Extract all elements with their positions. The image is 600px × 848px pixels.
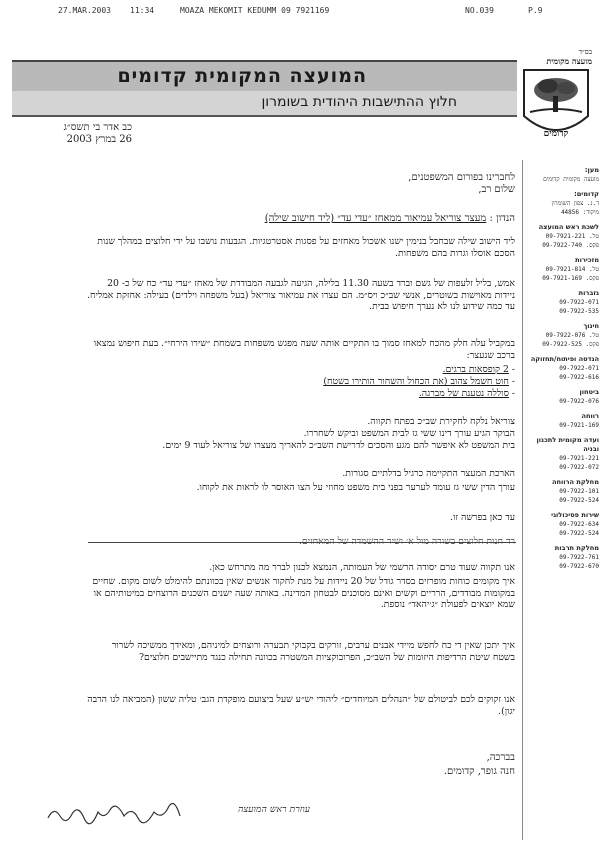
sidebar-section-label: הנדסה ופיתוח/תחזוקה <box>530 355 599 363</box>
date-hebrew: כב אדר בי תשס״ג <box>63 122 132 133</box>
greeting-line: שלום רב, <box>478 184 515 195</box>
logo-blessing: בס״ד <box>578 48 592 56</box>
logo-town: קדומים <box>543 129 569 139</box>
sidebar-contact-line: 09-7922-616 <box>559 374 599 381</box>
sidebar-contact-line: 09-7921-221 <box>559 455 599 462</box>
sidebar-contact-line: טל. 09-7922-076 <box>545 332 599 339</box>
list-item: - סוללה נטענת של מברגה. <box>418 388 515 399</box>
sidebar-section-label: מחלקת תרבות <box>554 544 599 552</box>
paragraph-interrogation: צוריאל נלקח לחקירת שב״כ בפתח תקווה. <box>367 416 515 427</box>
paragraph-closed-doors: הארכת המעצר התקיימה כרגיל בדלתיים סגורות. <box>342 468 515 479</box>
date-gregorian: 26 במרץ 2003 <box>66 134 132 145</box>
addressee-line: לחברינו בפורום המשפטנים, <box>408 172 515 183</box>
fax-page: P.9 <box>528 6 543 15</box>
sidebar-contact-line: 09-7921-169 <box>559 422 599 429</box>
sidebar-section-label: מחלקת הרווחה <box>551 478 599 486</box>
sidebar-section-label: מען: <box>584 166 599 174</box>
sidebar-contact-line: פקס. 09-7922-525 <box>542 341 599 348</box>
sidebar-contact-line: מועצה מקומית קדומים <box>543 176 599 183</box>
sidebar-contact-line: 09-7922-524 <box>559 530 599 537</box>
sidebar-section-label: גזברות <box>578 289 599 297</box>
fax-date: 27.MAR.2003 <box>58 6 111 15</box>
sidebar-contact-line: 09-7922-535 <box>559 308 599 315</box>
fax-number: NO.039 <box>465 6 494 15</box>
paragraph-so-far: עד כאן בפרשה זו. <box>450 512 515 523</box>
contact-sidebar <box>522 160 599 840</box>
sidebar-section-label: מזכירות <box>575 256 599 264</box>
paragraph-intro: ליד הישוב שילה שבחבל בנימין ישנו אשכול מאחזים על פסגות אסטרטגיות. הגבעות נושבו על ידי חלוצים במהלך שנות הסכם אוסלו וגרות בהם משפחות. <box>97 236 515 259</box>
paragraph-appeal: עורך הדין ששי גז עומד לערער בפני בית משפט מחוזי על הצו האוסר לו לראות את לקוחו. <box>196 482 515 493</box>
closing-name: חנה גופר, קדומים. <box>443 766 515 777</box>
sidebar-contact-line: טל. 09-7921-814 <box>545 266 599 273</box>
fax-sender: MOAZA MEKOMIT KEDUMM 09 7921169 <box>180 6 330 15</box>
sidebar-contact-line: 09-7922-761 <box>559 554 599 561</box>
addressee <box>300 172 515 196</box>
sidebar-contact-line: מיקוד: 44856 <box>560 209 599 216</box>
paragraph-lawyer: הבוקר הגיע עורך דינו ששי גז לבית המשפט וביקש לשחררו. <box>303 428 515 439</box>
closing-blessing: בברכה, <box>486 752 515 763</box>
sidebar-contact-line: 09-7922-524 <box>559 497 599 504</box>
subject-text: מעצר צוריאל עמיאור ממאחז ״עדי עד״ (ליד חישוב שילה) <box>264 213 487 224</box>
sidebar-contact-line: 09-7922-071 <box>559 365 599 372</box>
paragraph-parallel: במקביל עלה חלק מהכח למאחז סמוך בו התקיים אותה שעה מפגש משפחות בשמחת ״שירו הירחי״. בעת חיפוש נמצאו ברכב שנעצר: <box>93 338 515 361</box>
subject-line <box>150 213 515 224</box>
sidebar-section-label: לשכת ראש המועצה <box>538 223 599 231</box>
letter-date <box>42 122 132 146</box>
paragraph-forces: איך מקומים כוחות מופרזים בסדר גודל של 20 ניידות על מנת לחקור אנשים שאין בכוונתם להימלט לשום מקום. שחיים במקומות מבודדים, הרריים וקשים ואינם מסוכנים לבטחון המדינה. באותה שעה ישנים השכנים הרוצחים במיטותיהם או שמא יוצאים לפעולת ״ג׳יהאד״ נוספת. <box>92 576 515 611</box>
sidebar-contact-line: 09-7922-071 <box>559 299 599 306</box>
sidebar-contact-line: ד.נ. צפון השומרון <box>551 200 599 207</box>
list-item-text: חוט חשמל צהוב (את הכחול והשחור הותירו בשטח) <box>323 376 509 387</box>
sidebar-contact-line: פקס. 09-7921-169 <box>542 275 599 282</box>
fax-header <box>0 6 600 20</box>
list-item: - 2 קופסאות ברגים. <box>442 364 515 375</box>
signature-caption: עוזרת ראש המועצה <box>237 804 310 815</box>
sidebar-contact-line: טל. 09-7921-221 <box>545 233 599 240</box>
strike-line <box>88 542 516 543</box>
sidebar-section-label: ועדה מקומית לתכנון ובניה <box>536 436 599 453</box>
sidebar-contact-line: 09-7922-101 <box>559 488 599 495</box>
paragraph-request: אנו זקוקים לכם לביטולם של ״הנהלים המיוחדים״ ליהודי יש״ע שעל ביצועם מופקדת הגב׳ טליה ששון (המביאה לנו הרבה יגון). <box>87 694 515 717</box>
letterhead-subtitle: חלוץ ההתישבות היהודית בשומרון <box>261 94 457 110</box>
sidebar-section-label: שירות פסיכולוגי <box>551 511 599 519</box>
letterhead-banner <box>12 60 517 93</box>
handwritten-signature <box>44 800 184 826</box>
sidebar-contact-line: פקס. 09-7922-740 <box>542 242 599 249</box>
letterhead-subbanner <box>12 91 517 117</box>
sidebar-section-label: רווחה <box>581 412 599 420</box>
sidebar-contact-line: 09-7922-072 <box>559 464 599 471</box>
sidebar-contact-line: 09-7922-670 <box>559 563 599 570</box>
paragraph-question: איך יתכן שאין די כח לחפש מיידי אבנים ערבים, זורקים בקבוקי תבערה ורוצחים למיניהם, ומאידך ממשיכה לשרור בשטח שיטת הרדיפות היזומות של השב״כ, הפרובוקציות המשטרה בכוונה תחילה כנגד מתיישבים חלוצים? <box>111 640 515 663</box>
paragraph-arrest: אמש, בליל זלעפות של גשם וברד בשעה 11.30 בלילה, הגיעה לגבעה המבודדת של מאחז ״עדי עד״ כח של כ- 20 ניידות מאוישות בשוטרים, אנשי שב״כ ויס״מ. הם עצרו את עמיאור צוריאל (בעל משפחה וילדים) בעילה: אחזקת אמליח. עד כמה שידוע לנו לא נערך חיפוש בבית. <box>86 278 515 313</box>
sidebar-section-label: חינוך <box>583 322 599 330</box>
list-item: - חוט חשמל צהוב (את הכחול והשחור הותירו בשטח) <box>323 376 515 387</box>
letterhead-title: המועצה המקומית קדומים <box>117 65 367 87</box>
list-item-text: 2 קופסאות ברגים. <box>442 364 509 375</box>
list-item-text: סוללה נטענת של מברגה. <box>418 388 509 399</box>
fax-time: 11:34 <box>130 6 155 15</box>
sidebar-section-label: ביטחון <box>579 388 599 396</box>
subject-prefix: הנדון : <box>489 213 515 224</box>
sidebar-contact-line: 09-7922-634 <box>559 521 599 528</box>
paragraph-court: בית המשפט לא איפשר להם מגע והסכים לדרישת השב״כ להאריך מעצרו של צוריאל לעוד 9 ימים. <box>162 440 515 451</box>
logo-name: מועצה מקומית <box>546 56 592 66</box>
paragraph-hope: אנו תקווה שעוד טרם יסודה הרשמי של העמותה, הנמצא לכנון לברר מה מתרחש כאן. <box>209 562 515 573</box>
council-logo <box>520 48 592 158</box>
sidebar-contact-line: 09-7922-076 <box>559 398 599 405</box>
sidebar-section-label: קדומים: <box>574 190 599 198</box>
